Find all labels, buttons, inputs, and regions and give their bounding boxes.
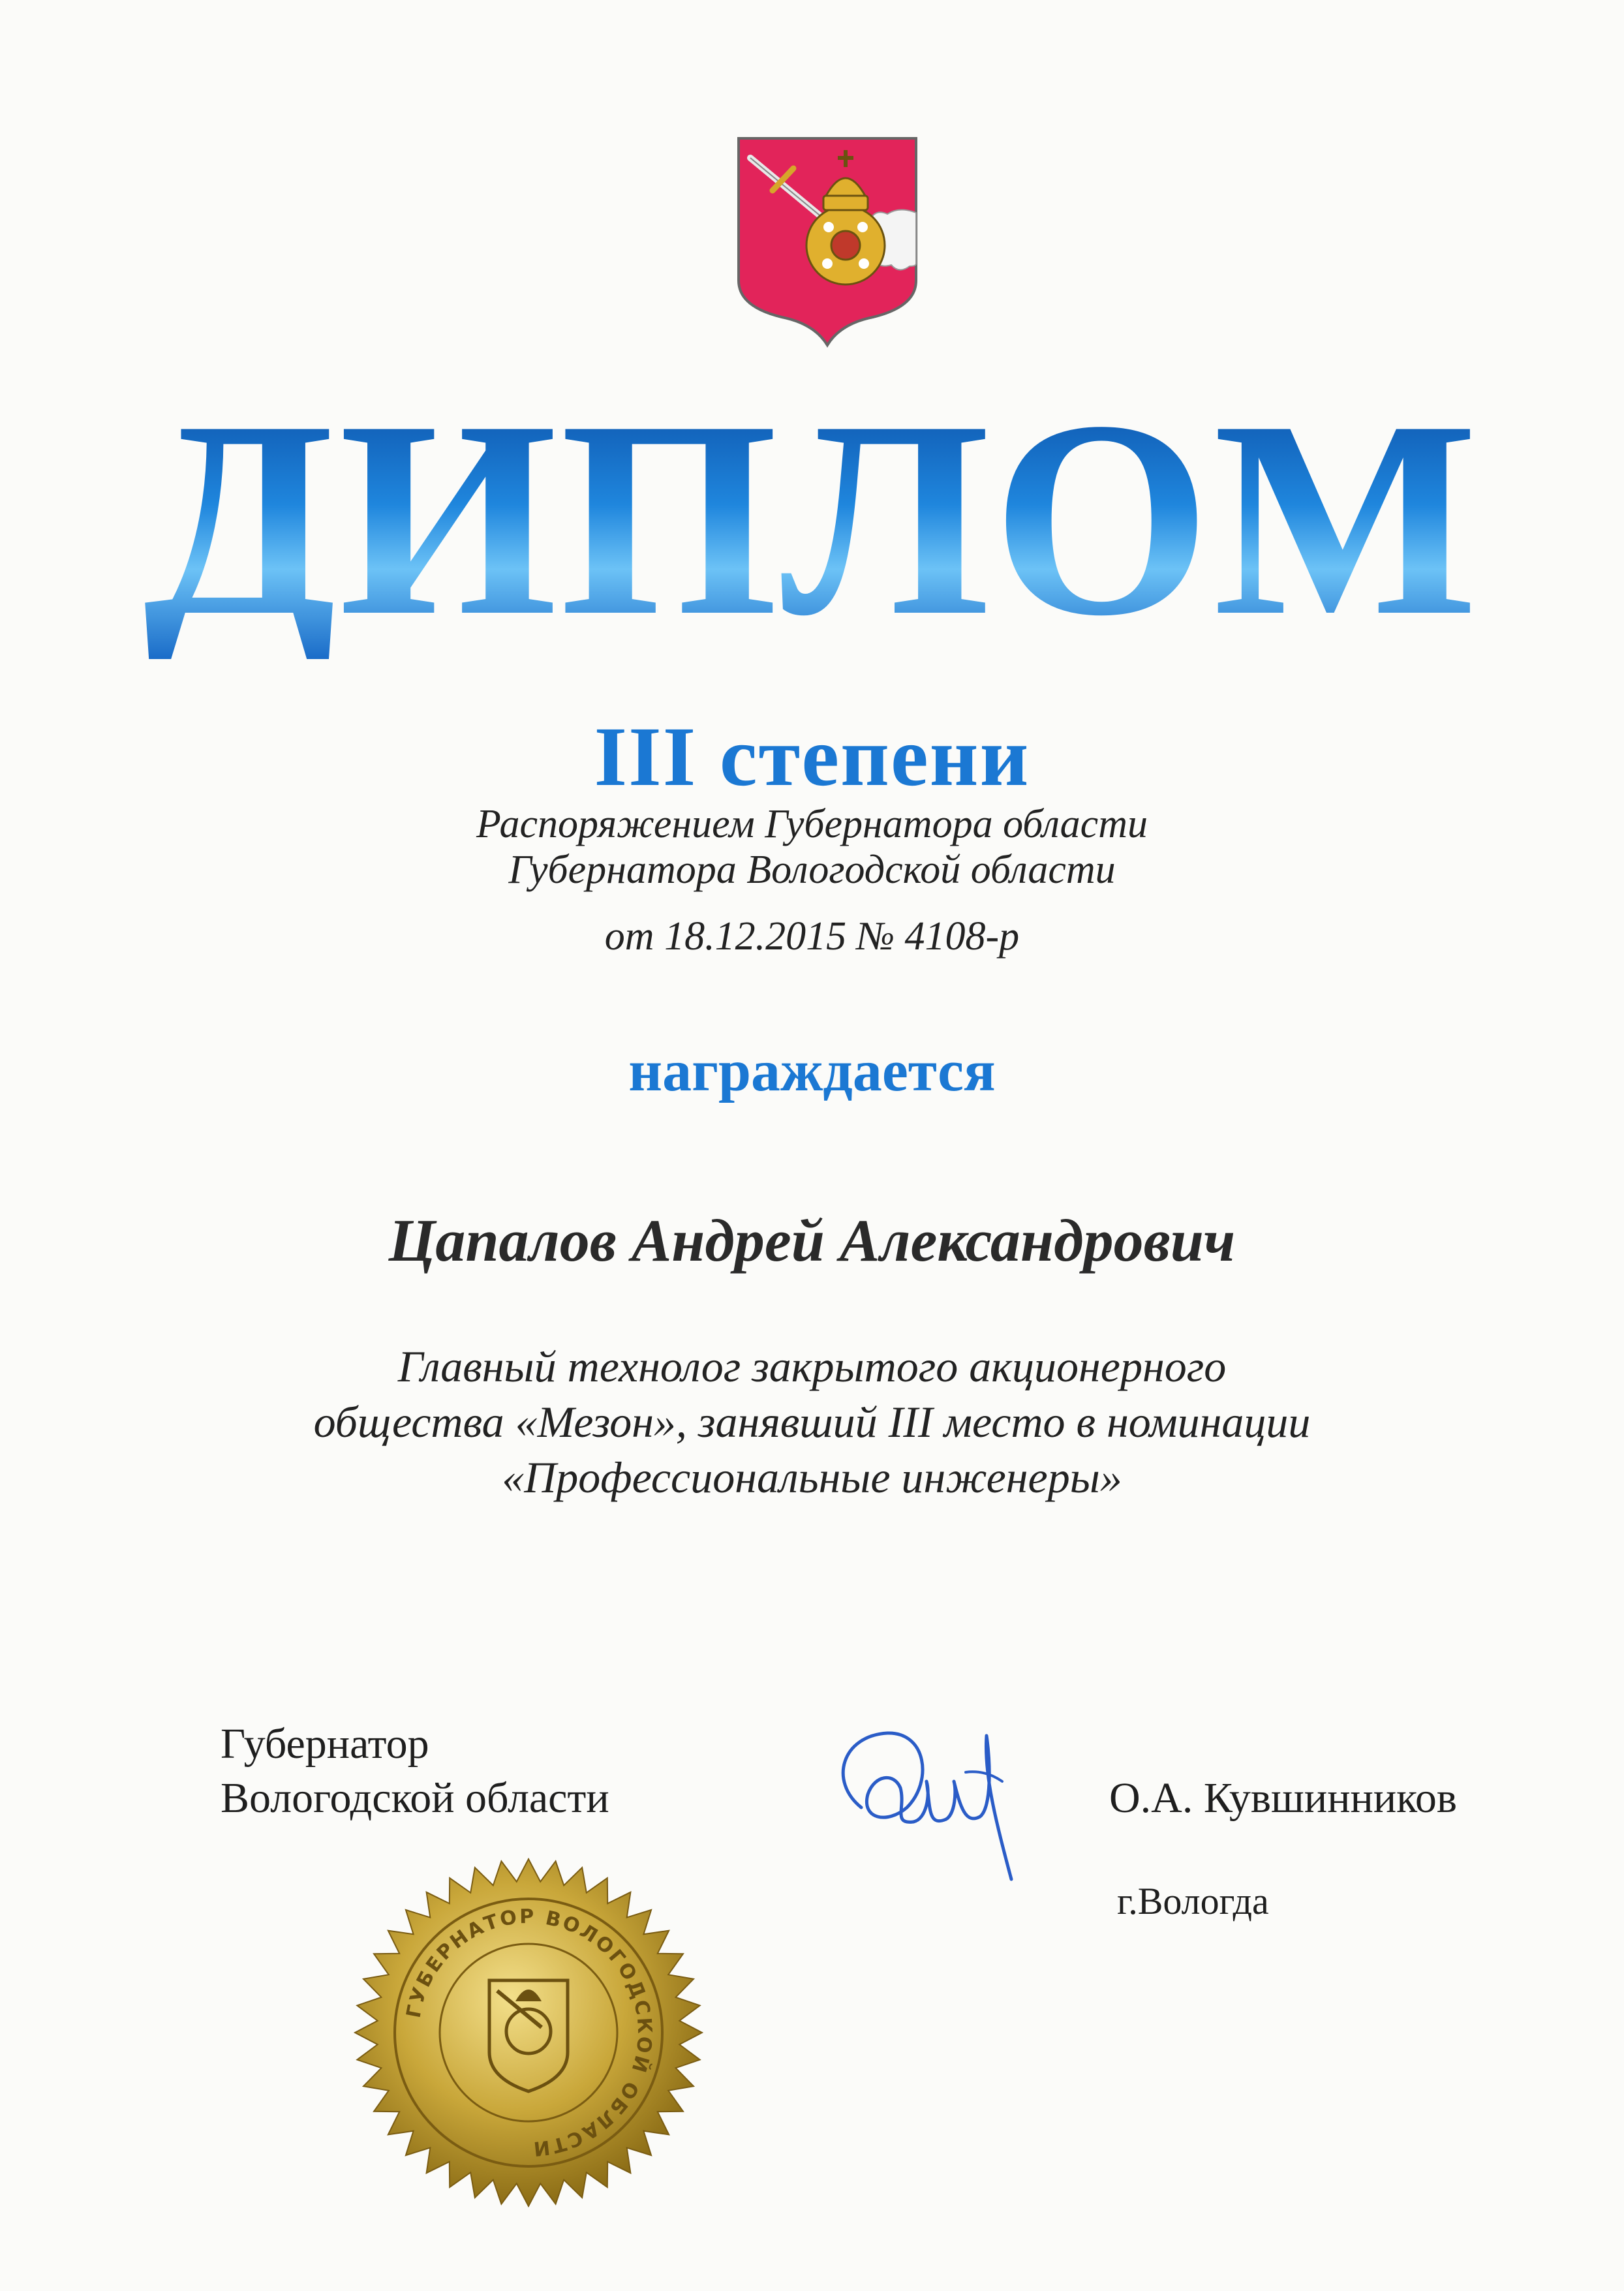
recipient-name: Цапалов Андрей Александрович [388, 1207, 1236, 1274]
signatory-position-line-1: Губернатор [221, 1720, 429, 1768]
seal-ring-text: ГУБЕРНАТОР ВОЛОГОДСКОЙ ОБЛАСТИ [402, 1905, 656, 2160]
signature-icon [816, 1710, 1050, 1905]
description-line: общества «Мезон», занявший III место в номинации [313, 1397, 1311, 1447]
city-label: г.Вологда [1117, 1880, 1269, 1922]
coat-of-arms-icon [736, 136, 919, 348]
signatory-name: О.А. Кувшинников [1109, 1774, 1458, 1822]
degree-heading: III степени [594, 710, 1030, 804]
diploma-title: ДИПЛОМ [0, 378, 1624, 659]
order-line-1: Распоряжением Губернатора области [476, 802, 1148, 846]
awarded-heading: награждается [628, 1039, 996, 1103]
gold-seal-icon [352, 1856, 705, 2209]
description-line: Главный технолог закрытого акционерного [397, 1342, 1227, 1391]
signatory-position-line-2: Вологодской области [221, 1774, 609, 1822]
order-reference: от 18.12.2015 № 4108-р [604, 914, 1020, 959]
description-line: «Профессиональные инженеры» [502, 1453, 1122, 1502]
order-line-2: Губернатора Вологодской области [508, 848, 1116, 892]
